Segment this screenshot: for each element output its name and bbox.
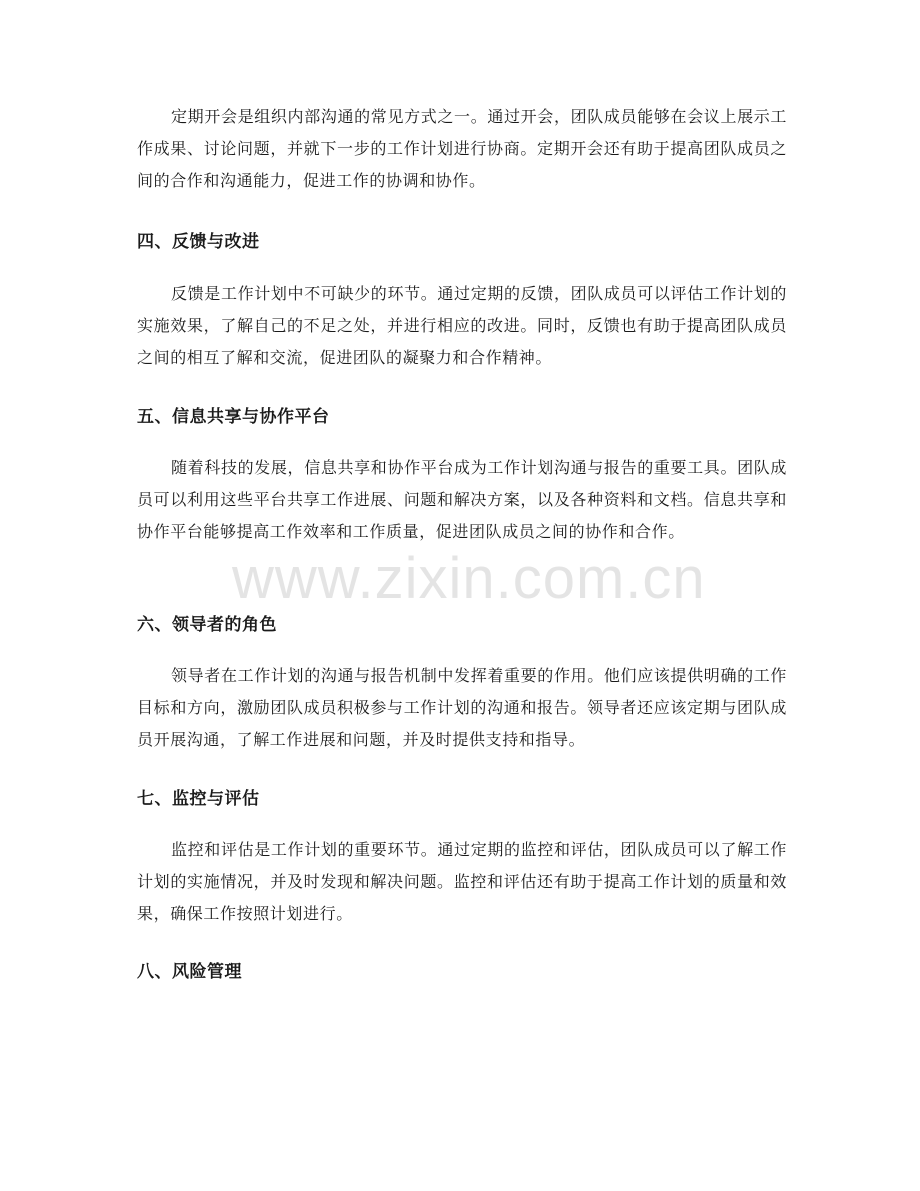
heading-info-sharing: 五、信息共享与协作平台	[137, 407, 330, 427]
watermark: www.zixin.com.cn	[232, 546, 706, 611]
paragraph-monitoring: 监控和评估是工作计划的重要环节。通过定期的监控和评估，团队成员可以了解工作计划的实施情况，并及时发现和解决问题。监控和评估还有助于提高工作计划的质量和效果，确保工作按照计划进行。	[137, 840, 787, 923]
heading-leader-role: 六、领导者的角色	[137, 615, 277, 635]
paragraph-leader-role: 领导者在工作计划的沟通与报告机制中发挥着重要的作用。他们应该提供明确的工作目标和方向，激励团队成员积极参与工作计划的沟通和报告。领导者还应该定期与团队成员开展沟通，了解工作进展和问题，并及时提供支持和指导。	[137, 666, 787, 749]
paragraph-info-sharing: 随着科技的发展，信息共享和协作平台成为工作计划沟通与报告的重要工具。团队成员可以利用这些平台共享工作进展、问题和解决方案，以及各种资料和文档。信息共享和协作平台能够提高工作效率和工作质量，促进团队成员之间的协作和合作。	[137, 458, 787, 541]
heading-monitoring: 七、监控与评估	[137, 789, 260, 809]
paragraph-feedback: 反馈是工作计划中不可缺少的环节。通过定期的反馈，团队成员可以评估工作计划的实施效果，了解自己的不足之处，并进行相应的改进。同时，反馈也有助于提高团队成员之间的相互了解和交流，促进团队的凝聚力和合作精神。	[137, 284, 787, 367]
heading-feedback: 四、反馈与改进	[137, 232, 260, 252]
heading-risk-management: 八、风险管理	[137, 962, 242, 982]
paragraph-meetings: 定期开会是组织内部沟通的常见方式之一。通过开会，团队成员能够在会议上展示工作成果、讨论问题，并就下一步的工作计划进行协商。定期开会还有助于提高团队成员之间的合作和沟通能力，促进工作的协调和协作。	[137, 107, 787, 190]
